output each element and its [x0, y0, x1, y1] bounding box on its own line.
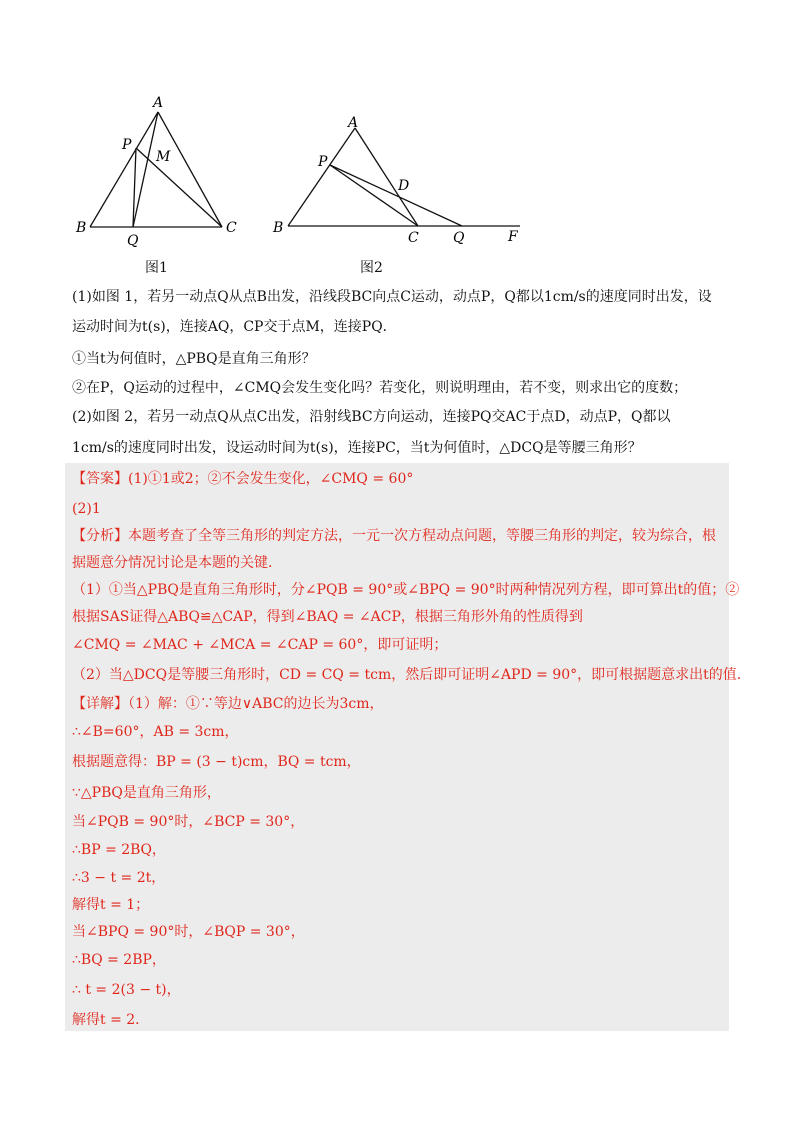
fig1-label-q: Q — [127, 233, 139, 249]
fig2-label-a: A — [348, 115, 359, 131]
fig2-label-q: Q — [453, 230, 465, 246]
fig2-label-f: F — [508, 229, 518, 245]
detail-line5: 当∠PQB = 90°时，∠BCP = 30°， — [72, 814, 305, 830]
fig2-label-b: B — [273, 220, 284, 236]
figure-2-caption: 图2 — [360, 260, 383, 276]
detail-line7: ∴3 − t = 2t， — [72, 870, 166, 886]
fig1-label-m: M — [156, 149, 171, 165]
detail-line3: 根据题意得：BP = (3 − t)cm，BQ = tcm， — [72, 754, 361, 770]
analysis-line5: ∠CMQ = ∠MAC + ∠MCA = ∠CAP = 60°，即可证明； — [72, 637, 448, 653]
question-p2-line1: (2)如图 2，若另一动点Q从点C出发，沿射线BC方向运动，连接PQ交AC于点D，动点P，Q都以 — [72, 409, 671, 425]
detail-line12: 解得t = 2． — [72, 1012, 150, 1028]
detail-line9: 当∠BPQ = 90°时，∠BQP = 30°， — [72, 924, 305, 940]
answer-line: 【答案】(1)①1或2；②不会发生变化，∠CMQ = 60° — [72, 471, 414, 487]
analysis-line1: 【分析】本题考查了全等三角形的判定方法，一元一次方程动点问题，等腰三角形的判定，较为综合，根 — [72, 528, 716, 544]
figure-2 — [270, 108, 530, 248]
fig2-label-c: C — [408, 230, 419, 246]
question-p1-line2: 运动时间为t(s)，连接AQ，CP交于点M，连接PQ． — [72, 319, 397, 335]
question-p1-line1: (1)如图 1，若另一动点Q从点B出发，沿线段BC向点C运动，动点P，Q都以1cm/s的速度同时出发，设 — [72, 289, 712, 305]
analysis-line3: （1）①当△PBQ是直角三角形时，分∠PQB = 90°或∠BPQ = 90°时两种情况列方程，即可算出t的值；② — [72, 582, 740, 598]
answer-block — [65, 463, 729, 1031]
question-1-item2: ②在P，Q运动的过程中，∠CMQ会发生变化吗？若变化，则说明理由，若不变，则求出它的度数； — [72, 380, 688, 396]
detail-line10: ∴BQ = 2BP， — [72, 952, 166, 968]
question-1-item1: ①当t为何值时，△PBQ是直角三角形？ — [72, 351, 316, 367]
analysis-line2: 据题意分情况讨论是本题的关键． — [72, 555, 282, 571]
detail-line6: ∴BP = 2BQ， — [72, 842, 166, 858]
analysis-line4: 根据SAS证得△ABQ≌△CAP，得到∠BAQ = ∠ACP，根据三角形外角的性质得到 — [72, 609, 583, 625]
fig1-label-b: B — [76, 220, 87, 236]
detail-line2: ∴∠B=60°，AB = 3cm， — [72, 724, 239, 740]
detail-line1: 【详解】（1）解：①∵等边∨ABC的边长为3cm， — [72, 696, 384, 712]
fig2-label-d: D — [398, 178, 410, 194]
fig1-label-c: C — [226, 220, 237, 236]
figure-1 — [70, 92, 260, 252]
fig1-label-p: P — [122, 137, 132, 153]
detail-line11: ∴ t = 2(3 − t)， — [72, 982, 181, 998]
analysis-line6: （2）当△DCQ是等腰三角形时，CD = CQ = tcm，然后即可证明∠APD = 90°，即可根据题意求出t的值． — [72, 667, 751, 683]
detail-line4: ∵△PBQ是直角三角形， — [72, 785, 221, 801]
detail-line8: 解得t = 1； — [72, 897, 150, 913]
question-p2-line2: 1cm/s的速度同时出发，设运动时间为t(s)，连接PC，当t为何值时，△DCQ是等腰三角形？ — [72, 440, 642, 456]
figure-1-caption: 图1 — [145, 260, 168, 276]
fig2-label-p: P — [318, 154, 328, 170]
fig1-label-a: A — [153, 95, 164, 111]
answer-part2: (2)1 — [72, 501, 101, 517]
